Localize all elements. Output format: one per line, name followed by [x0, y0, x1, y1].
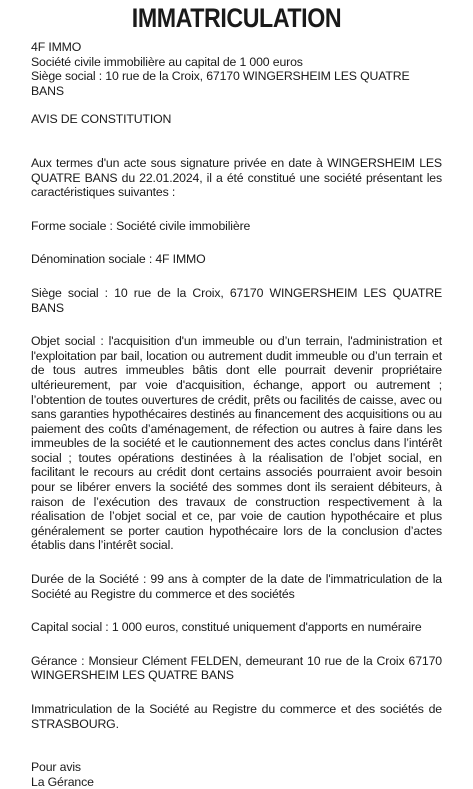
legal-notice: [0, 2, 473, 789]
forme-sociale: Forme sociale : Société civile immobilière: [31, 218, 251, 233]
denomination-sociale: Dénomination sociale : 4F IMMO: [31, 252, 206, 267]
siege-social: Siège social : 10 rue de la Croix, 67170 WINGERSHEIM LES QUATRE BANS: [31, 285, 442, 315]
notice-title: IMMATRICULATION: [131, 3, 342, 33]
objet-social: Objet social : l'acquisition d'un immeuble ou d’un terrain, l'administration et l'exploitation par bail, location ou autrement dudit immeuble ou d’un terrain et de tous autres immeubles bâtis dont elle pourrait devenir propriétaire ultérieurement, par voie d'acquisition, échange, apport ou autrement ; l’obtention de toutes ouvertures de crédit, prêts ou facilités de caisse, avec ou sans garanties hypothécaires destinés au financement des acquisitions ou au paiement des coûts d’aménagement, de réfection ou autres à faire dans les immeubles de la société et le cautionnement des actes conclus dans l’intérêt social ; toutes opérations destinées à la réalisation de l’objet social, en facilitant le recours au crédit dont certains associés pourraient avoir besoin pour se libérer envers la société des sommes dont ils seraient débiteurs, à raison de l’exécution des travaux de construction respectivement à la réalisation de l’objet social et ce, par voie de caution hypothécaire et plus généralement se porter caution hypothécaire lors de la conclusion d’actes établis dans l’intérêt social.: [31, 334, 442, 553]
closing-pour-avis: Pour avis: [31, 760, 81, 775]
notice-type: AVIS DE CONSTITUTION: [31, 112, 172, 127]
closing-gerance: La Gérance: [31, 774, 94, 789]
company-header: [31, 40, 442, 98]
gerance: Gérance : Monsieur Clément FELDEN, demeurant 10 rue de la Croix 67170 WINGERSHEIM LES QUATRE BANS: [31, 653, 442, 683]
intro-paragraph: Aux termes d'un acte sous signature privée en date à WINGERSHEIM LES QUATRE BANS du 22.01.2024, il a été constitué une société présentant les caractéristiques suivantes :: [31, 155, 442, 200]
company-siege: Siège social : 10 rue de la Croix, 67170 WINGERSHEIM LES QUATRE BANS: [31, 69, 410, 98]
capital-social: Capital social : 1 000 euros, constitué uniquement d'apports en numéraire: [31, 620, 422, 635]
company-capital: Société civile immobilière au capital de 1 000 euros: [31, 54, 303, 69]
company-name: 4F IMMO: [31, 40, 82, 54]
immatriculation-rcs: Immatriculation de la Société au Registre du commerce et des sociétés de STRASBOURG.: [31, 702, 442, 731]
duree-societe: Durée de la Société : 99 ans à compter de la date de l'immatriculation de la Société au Registre du commerce et des sociétés: [31, 572, 442, 601]
